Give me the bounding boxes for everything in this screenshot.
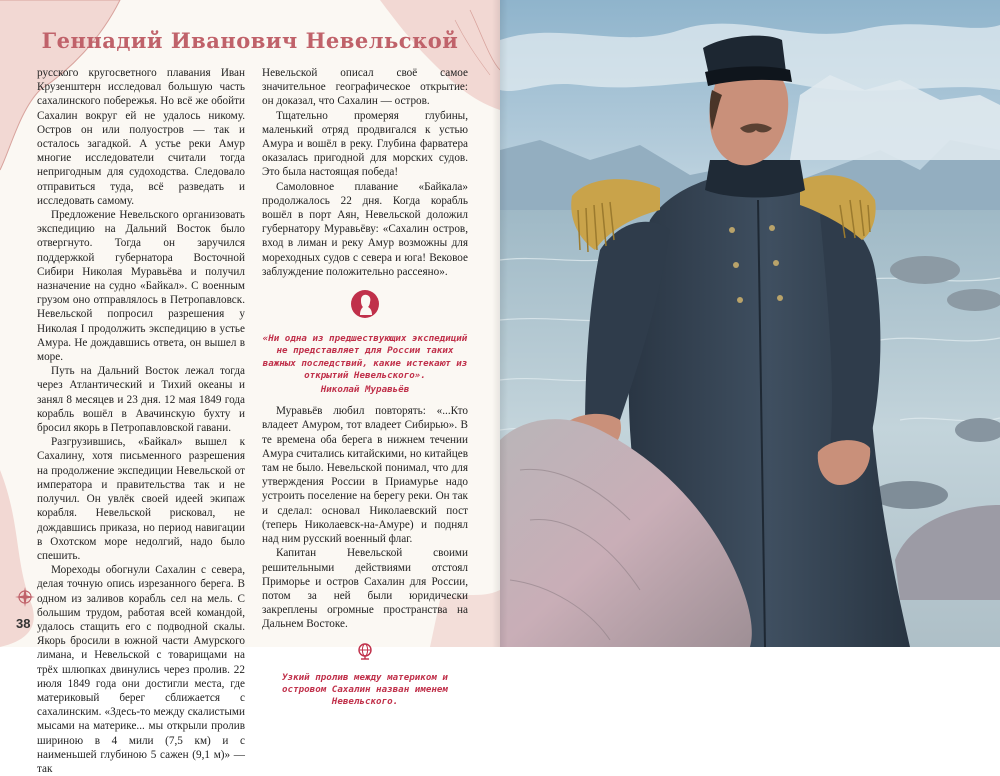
quote-block: [262, 333, 468, 396]
fact-icon-wrap: [262, 642, 468, 664]
rock-distant: [872, 481, 948, 509]
text-column-right: [262, 66, 468, 708]
page-title: Геннадий Иванович Невельской: [41, 28, 459, 53]
quote-icon-wrap: [262, 289, 468, 323]
text-column-left: [37, 66, 245, 776]
illustration-page: [500, 0, 1000, 647]
paragraph: Капитан Невельской своими решительными действиями отстоял Приморье и остров Сахалин для России, потом за ней были юридически закреплены огромные пространства на Дальнем Востоке.: [262, 547, 468, 631]
paragraph: русского кругосветного плавания Иван Крузенштерн исследовал большую часть сахалинского побережья. Но всё же обойти Сахалин вокруг ей не удалось никому. Остров он или полуостров — так и осталось загадкой. А устье реки Амур многие исследователи считали тогда непригодным для судоходства. Следовало отправиться туда, всё разведать и исследовать самому.: [37, 67, 245, 207]
silhouette-portrait-icon: [350, 289, 380, 319]
globe-icon: [356, 642, 374, 660]
left-page: [0, 0, 500, 775]
illustration: [500, 0, 1000, 647]
paragraph: Тщательно промеряя глубины, маленький отряд продвигался к устью Амура и вошёл в реку. Глубина фарватера оказалась пригодной для морских судов. Это была настоящая победа!: [262, 109, 468, 179]
book-gutter: [492, 0, 508, 647]
paragraph: Невельской описал своё самое значительное географическое открытие: он доказал, что Сахалин — остров.: [262, 67, 468, 108]
compass-rose-icon: [14, 586, 36, 608]
quote-text: «Ни одна из предшествующих экспедиций не представляет для России таких важных последствий, какие истекают из открытий Невельского».: [262, 333, 468, 381]
quote-author: Николай Муравьёв: [320, 384, 410, 396]
collar: [705, 160, 805, 198]
paragraph: Муравьёв любил повторять: «...Кто владеет Амуром, тот владеет Сибирью». В те времена оба берега в нижнем течении Амура считались китайскими, но китайцев там не было. Невельской понимал, что для утверждения России в Приамурье надо устроить поселение на берегу реки. Он так и сделал: основал Николаевский пост (теперь Николаевск-на-Амуре) и поднял над ним русский военный флаг.: [262, 405, 468, 546]
rock-distant: [890, 256, 960, 284]
page-number: 38: [16, 616, 31, 631]
paragraph: Мореходы обогнули Сахалин с севера, делая точную опись изрезанного берега. В одном из заливов корабль сел на мель. С большим трудом, работая всей командой, удалось стащить его с подводной скалы. Якорь бросили в южной части Амурского лимана, и Невельской с товарищами на трёх шлюпках двинулись через пролив. 22 июля 1849 года они достигли места, где материковый берег сближается с сахалинским. «Здесь-то между скалистыми мысами на материке... мы открыли пролив шириною в 4 мили (7,5 км) и с наименьшей глубиною 5 сажен (9,1 м)» — так: [37, 564, 245, 775]
paragraph: Самоловное плавание «Байкала» продолжалось 22 дня. Когда корабль вошёл в порт Аян, Невельской доложил губернатору Муравьёву: «Сахалин остров, вход в лиман и реку Амур возможны для мореходных судов с севера и юга! Вековое заблуждение положительно рассеяно».: [262, 180, 468, 278]
paragraph: Путь на Дальний Восток лежал тогда через Атлантический и Тихий океаны и занял 8 месяцев и 23 дня. 12 мая 1849 года корабль вошёл в Авачинскую бухту и бросил якорь в Петропавловской гавани.: [37, 365, 245, 435]
paragraph: Предложение Невельского организовать экспедицию на Дальний Восток было отвергнуто. Тогда он заручился поддержкой губернатора Восточной Сибири Николая Муравьёва и получил назначение на судно «Байкал». С военным грузом оно отправлялось в Петропавловск. Невельской попросил разрешения у Николая I продолжить экспедицию в устье Амура. Не дождавшись ответа, он вышел в море.: [37, 209, 245, 364]
paragraph: Разгрузившись, «Байкал» вышел к Сахалину, хотя письменного разрешения на продолжение экспедиции Невельской от императора и правительства так и не получил. Он увлёк своей идеей экипаж корабля. Невельской рисковал, не дождавшись приказа, но период навигации в Охотском море недолгий, надо было спешить.: [37, 436, 245, 562]
fact-block: Узкий пролив между материком и островом Сахалин назван именем Невельского.: [282, 671, 448, 708]
